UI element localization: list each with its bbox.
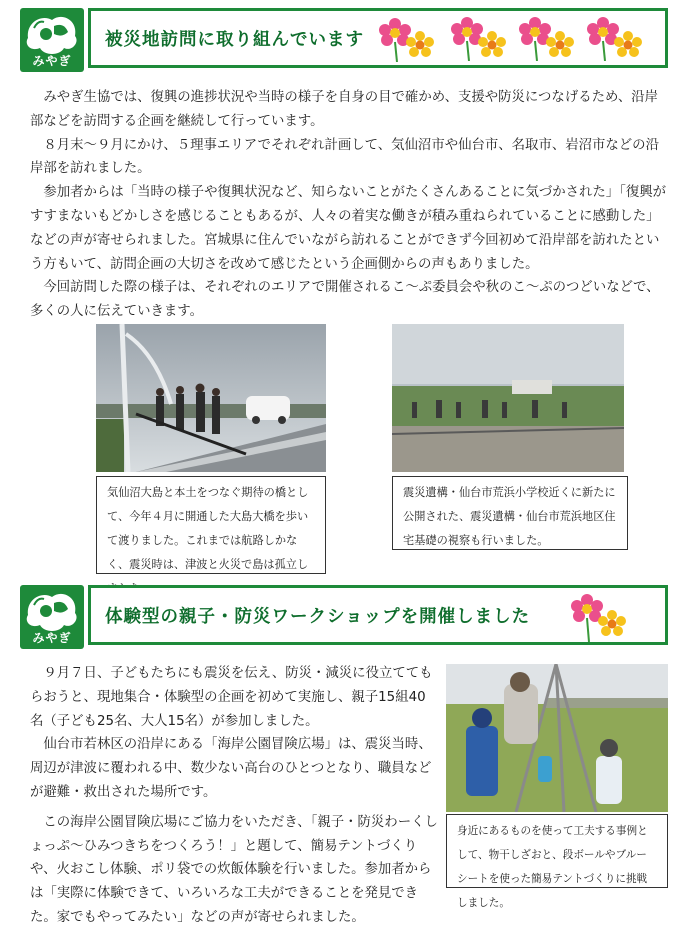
ruins-caption: 震災遺構・仙台市荒浜小学校近くに新たに公開された、震災遺構・仙台市荒浜地区住宅基礎の視察も行いました。 [392, 476, 628, 550]
bridge-photo [96, 324, 326, 472]
logo-text: みやぎ [32, 631, 72, 645]
workshop-photo [446, 664, 668, 812]
section1-paragraph: 参加者からは「当時の様子や復興状況など、知らないことがたくさんあることに気づかされた」「復興がすすまないもどかしさを感じることもあるが、人々の着実な働きが積み重ねられていることに感動した」などの声が寄せられました。宮城県に住んでいながら訪れることができず今回初めて沿岸部を訪れたという方もいて、訪問企画の大切さを改めて感じたという企画側からの声もありました。 [30, 185, 667, 272]
section1-title: 被災地訪問に取り組んでいます [105, 30, 364, 50]
section2-body [30, 662, 438, 930]
yellow-flower-icon [545, 31, 575, 67]
section2-title: 体験型の親子・防災ワークショップを開催しました [105, 607, 531, 627]
section1-paragraph: 今回訪問した際の様子は、それぞれのエリアで開催されるこ～ぷ委員会や秋のこ～ぷのつどいなどで、多くの人に伝えていきます。 [30, 280, 660, 320]
yellow-flower-icon [597, 610, 627, 642]
ruins-photo [392, 324, 624, 472]
section2-paragraph: 仙台市若林区の沿岸にある「海岸公園冒険広場」は、震災当時、周辺が津波に覆われる中、数少ない高台のひとつとなり、職員などが避難・救出された場所です。 [30, 737, 432, 800]
bridge-caption: 気仙沼大島と本土をつなぐ期待の橋として、今年４月に開通した大島大橋を歩いて渡りました。これまでは航路しかなく、震災時は、津波と火災で島は孤立し [96, 476, 326, 574]
section2-banner [88, 585, 668, 645]
yellow-flower-icon [405, 31, 435, 67]
section1-paragraph: ８月末～９月にかけ、５理事エリアでそれぞれ計画して、気仙沼市や仙台市、名取市、岩沼市などの沿岸部を訪れました。 [30, 137, 659, 177]
logo-text: みやぎ [32, 54, 72, 68]
section1-body [30, 86, 670, 324]
miyagi-logo [20, 8, 84, 72]
section1-paragraph: みやぎ生協では、復興の進捗状況や当時の様子を自身の目で確かめ、支援や防災につなげるため、沿岸部などを訪問する企画を継続して行っています。 [30, 90, 659, 129]
section1-banner [88, 8, 668, 68]
workshop-caption: 身近にあるものを使って工夫する事例として、物干しざおと、段ボールやブルーシートを使った簡易テントづくりに挑戦しました。 [446, 814, 668, 888]
section2-paragraph: ９月７日、子どもたちにも震災を伝え、防災・減災に役立ててもらおうと、現地集合・体験型の企画を初めて実施し、親子15組40名（子ども25名、大人15名）が参加しました。 [30, 666, 433, 729]
section2-paragraph: この海岸公園冒険広場にご協力をいただき、「親子・防災わーくしょっぷ～ひみつきちをつくろう！」と題して、簡易テントづくりや、火おこし体験、ポリ袋での炊飯体験を行いました。参加者からは「実際に体験できて、いろいろな工夫ができることを発見できた。家でもやってみたい」などの声が寄せられました。 [30, 814, 438, 925]
yellow-flower-icon [477, 31, 507, 67]
miyagi-logo [20, 585, 84, 649]
yellow-flower-icon [613, 31, 643, 67]
